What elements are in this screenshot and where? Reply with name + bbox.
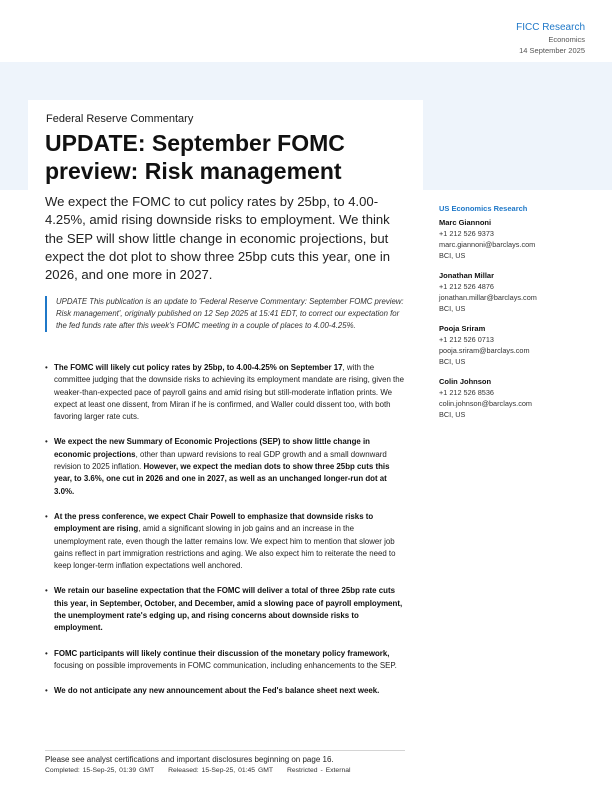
analyst-name: Colin Johnson bbox=[439, 377, 492, 386]
disclosure-note: Please see analyst certifications and important disclosures beginning on page 16. bbox=[45, 755, 334, 764]
list-item bbox=[45, 685, 407, 697]
series-label: Federal Reserve Commentary bbox=[46, 113, 194, 125]
analyst-email[interactable]: colin.johnson@barclays.com bbox=[439, 399, 532, 408]
analyst-phone: +1 212 526 9373 bbox=[439, 229, 494, 238]
completed-time: Completed: 15-Sep-25, 01:39 GMT bbox=[45, 767, 155, 774]
analyst-contact bbox=[439, 270, 589, 314]
classification-label: Restricted - External bbox=[286, 767, 351, 774]
bullet-bold: We retain our baseline expectation that the FOMC will deliver a total of three 25bp rate cuts this year, in September, October, and December, amid a slowing pace of payroll employment, the unemployment rate's edging up, and rising concerns about downside risks to employment. bbox=[54, 586, 403, 633]
key-points-list bbox=[45, 362, 407, 711]
bullet-icon: • bbox=[45, 437, 48, 447]
bullet-bold: We do not anticipate any new announcement about the Fed's balance sheet next week. bbox=[54, 686, 380, 696]
update-note: UPDATE This publication is an update to 'Federal Reserve Commentary: September FOMC preview: Risk management', originally published on 12 Sep 2025 at 15:41 EDT, to correct our expectation for the fed funds rate after this week's FOMC meeting in a couple of places to 4.00-4.25%. bbox=[45, 296, 408, 332]
analyst-entity: BCI, US bbox=[439, 251, 466, 260]
page-title: UPDATE: September FOMC preview: Risk management bbox=[45, 130, 345, 184]
list-item bbox=[45, 362, 407, 423]
analyst-email[interactable]: jonathan.millar@barclays.com bbox=[439, 293, 537, 302]
list-item bbox=[45, 585, 407, 634]
bullet-text: , with the committee judging that the downside risks to achieving its employment mandate are rising, given the weaker-than-expected pace of payroll gains and amid rising but still-moderate inflation prints. We expect at least one dissent, from Miran if he is confirmed, and Waller could dissent too, with both favoring larger rate cuts. bbox=[54, 363, 405, 422]
bullet-text: , other than upward revisions to real GDP growth and a small downward revision to 2025 inflation. bbox=[54, 449, 387, 472]
bullet-bold: The FOMC will likely cut policy rates by 25bp, to 4.00-4.25% on September 17 bbox=[54, 363, 343, 372]
analyst-contact bbox=[439, 376, 589, 420]
bullet-text: focusing on possible improvements in FOMC communication, including enhancements to the SEP. bbox=[54, 660, 397, 670]
analyst-entity: BCI, US bbox=[439, 357, 466, 366]
list-item bbox=[45, 511, 407, 572]
analyst-phone: +1 212 526 0713 bbox=[439, 335, 494, 344]
analyst-contact bbox=[439, 217, 589, 261]
report-date: 14 September 2025 bbox=[519, 46, 585, 55]
bullet-text: , amid a significant slowing in job gains and an increase in the unemployment rate, even though the latter remains low. We expect him to mention that slower job gains reflect in part immigration restrictions and aging. We also expect him to reiterate the need to keep longer-term inflation expectations well anchored. bbox=[54, 524, 396, 571]
lead-summary: We expect the FOMC to cut policy rates by 25bp, to 4.00-4.25%, amid rising downside risks to employment. We think the SEP will show little change in economic projections, but expect the dot plot to show three 25bp cuts this year, one in 2026, and one more in 2027. bbox=[45, 194, 391, 283]
analyst-entity: BCI, US bbox=[439, 304, 466, 313]
footer-divider bbox=[45, 750, 405, 751]
bullet-bold: However, we expect the median dots to show three 25bp cuts this year, to 3.6%, one cut in 2026 and one in 2027, as well as an unchanged longer-run dot at 3.0%. bbox=[54, 462, 390, 496]
report-header bbox=[516, 22, 585, 56]
analyst-sidebar bbox=[439, 204, 589, 429]
analyst-email[interactable]: marc.giannoni@barclays.com bbox=[439, 240, 536, 249]
analyst-contact bbox=[439, 323, 589, 367]
analyst-name: Marc Giannoni bbox=[439, 218, 492, 227]
bullet-icon: • bbox=[45, 648, 48, 658]
bullet-icon: • bbox=[45, 686, 48, 696]
bullet-bold: At the press conference, we expect Chair Powell to emphasize that downside risks to employment are rising bbox=[54, 511, 374, 534]
analyst-entity: BCI, US bbox=[439, 410, 466, 419]
section-label: Economics bbox=[548, 35, 585, 44]
analyst-name: Jonathan Millar bbox=[439, 271, 495, 280]
analyst-name: Pooja Sriram bbox=[439, 324, 486, 333]
bullet-icon: • bbox=[45, 363, 48, 372]
analyst-phone: +1 212 526 8536 bbox=[439, 388, 494, 397]
list-item bbox=[45, 648, 407, 673]
bullet-icon: • bbox=[45, 511, 48, 521]
list-item bbox=[45, 436, 407, 497]
bullet-bold: We expect the new Summary of Economic Projections (SEP) to show little change in economic projections bbox=[54, 437, 370, 459]
brand-label: FICC Research bbox=[516, 22, 585, 33]
analyst-phone: +1 212 526 4876 bbox=[439, 282, 494, 291]
released-time: Released: 15-Sep-25, 01:45 GMT bbox=[168, 767, 274, 774]
bullet-bold: FOMC participants will likely continue their discussion of the monetary policy framework, bbox=[54, 648, 390, 658]
bullet-icon: • bbox=[45, 586, 48, 596]
sidebar-heading: US Economics Research bbox=[439, 204, 528, 213]
publication-stamp bbox=[45, 767, 362, 774]
analyst-email[interactable]: pooja.sriram@barclays.com bbox=[439, 346, 530, 355]
